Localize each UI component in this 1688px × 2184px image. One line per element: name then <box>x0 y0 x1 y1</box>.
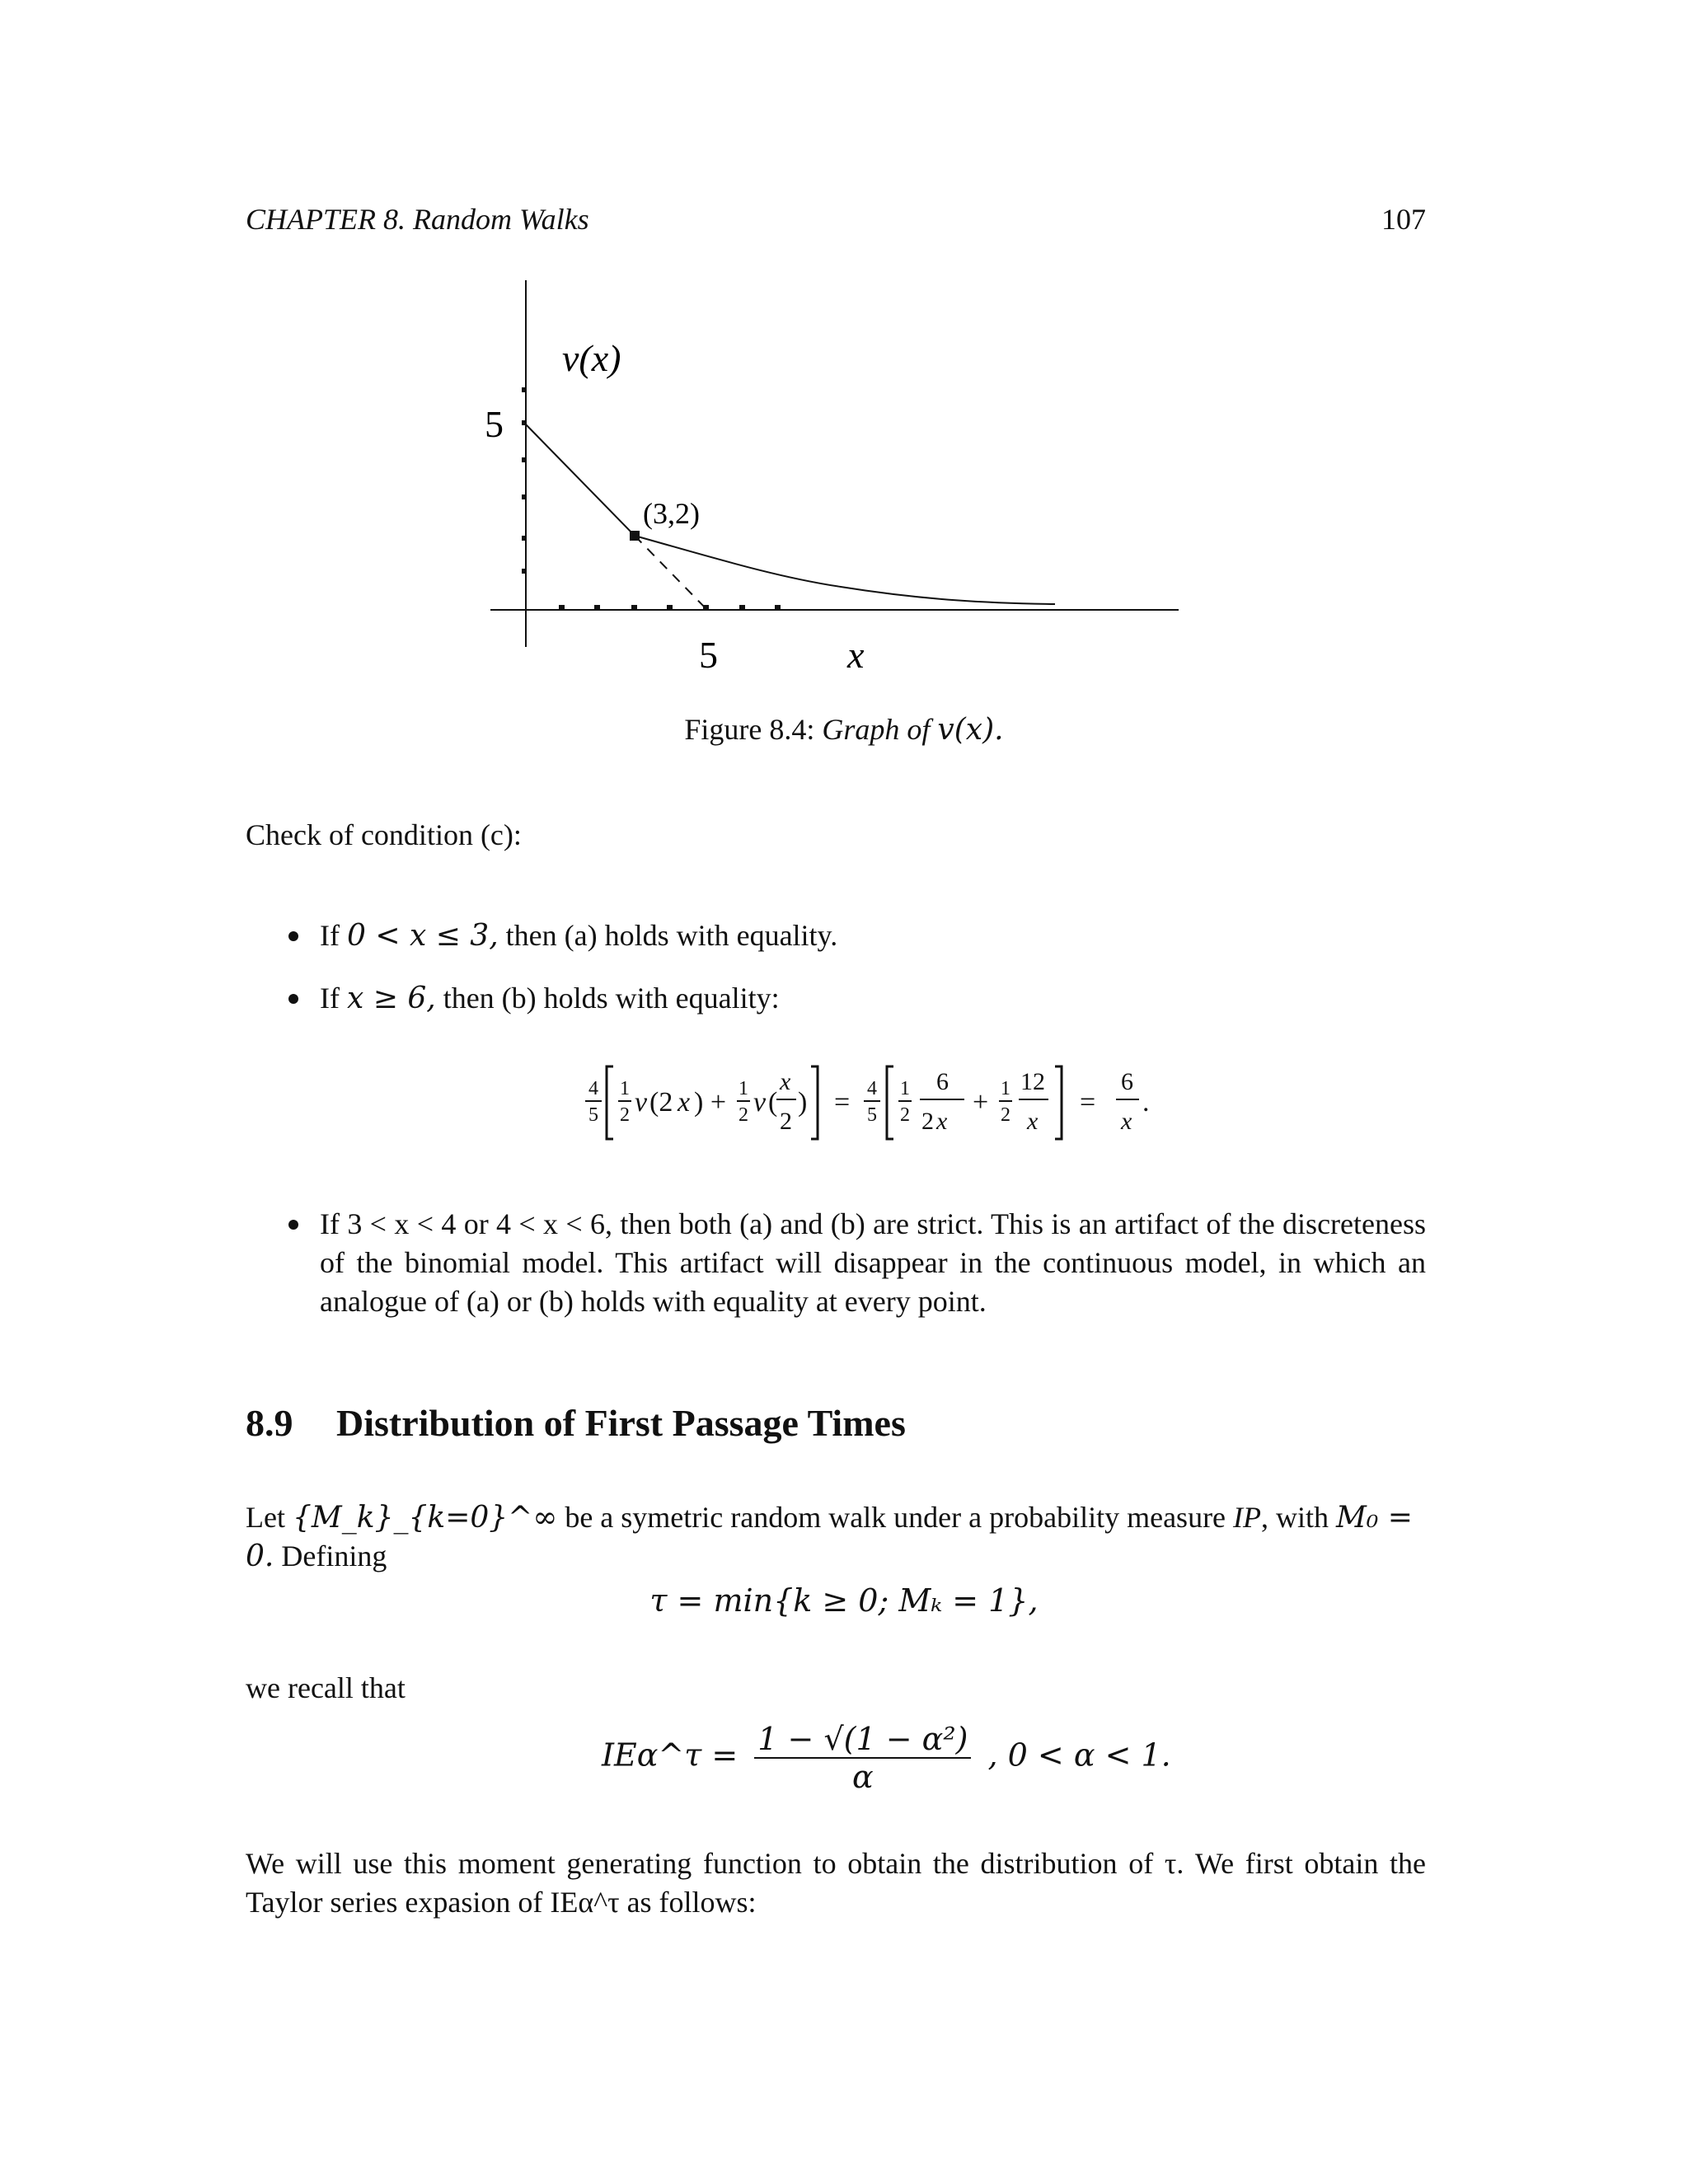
svg-text:12: 12 <box>1020 1068 1045 1095</box>
linear-segment <box>526 424 635 536</box>
section-heading <box>246 1401 906 1445</box>
bullet-dot <box>288 1220 298 1230</box>
check-line: Check of condition (c): <box>246 818 522 851</box>
mgf-numerator: 1 − √(1 − α²) <box>754 1721 971 1759</box>
xlabel: x <box>847 634 865 676</box>
svg-text:x: x <box>1027 1108 1039 1135</box>
running-header: CHAPTER 8. Random Walks <box>246 203 589 236</box>
svg-text:x: x <box>678 1087 691 1118</box>
svg-text:2: 2 <box>900 1104 910 1126</box>
caption-prefix: Figure 8.4: <box>684 713 815 746</box>
bullet-dot <box>288 994 298 1004</box>
intro-measure: IP <box>1233 1501 1262 1534</box>
bullet-2-math: x ≥ 6, <box>346 982 436 1015</box>
closing-paragraph: We will use this moment generating function to obtain the distribution of τ. We first obtain the Taylor series expasion of IEα^τ as follows: <box>246 1847 1426 1919</box>
svg-text:x: x <box>936 1108 948 1135</box>
bullet-dot <box>288 931 298 941</box>
svg-text:.: . <box>1142 1087 1150 1118</box>
recall-line: we recall that <box>246 1671 406 1704</box>
tau-definition: τ = min{k ≥ 0; Mₖ = 1}, <box>649 1582 1039 1619</box>
mgf-denominator: α <box>852 1759 874 1795</box>
section-title: Distribution of First Passage Times <box>336 1402 906 1444</box>
section-intro <box>246 1498 1426 1576</box>
section-number: 8.9 <box>246 1402 293 1444</box>
bullet-3: If 3 < x < 4 or 4 < x < 6, then both (a) and (b) are strict. This is an artifact of the discreteness of the binomial model. This artifact will disappear in the continuous model, in which an analogue of (a) or (b) holds with equality at every point. <box>320 1207 1426 1318</box>
intro-math2: M₀ = 0. <box>246 1501 1413 1573</box>
intro-pre: Let <box>246 1501 293 1534</box>
svg-text:(2: (2 <box>649 1087 673 1118</box>
dashed-extension <box>635 536 707 610</box>
mgf-fraction <box>754 1721 971 1795</box>
svg-text:2: 2 <box>738 1104 748 1126</box>
point-marker <box>630 531 640 541</box>
svg-text:2: 2 <box>780 1108 792 1135</box>
bullet-1-math: 0 < x ≤ 3, <box>346 919 499 953</box>
svg-text:2: 2 <box>620 1104 630 1126</box>
svg-text:4: 4 <box>588 1078 598 1099</box>
point-label: (3,2) <box>643 497 700 530</box>
svg-text:x: x <box>1121 1108 1132 1135</box>
svg-text:1: 1 <box>900 1078 910 1099</box>
figure-caption <box>0 710 1688 749</box>
equation-condition-b <box>577 1047 1203 1162</box>
svg-text:(: ( <box>768 1087 778 1118</box>
svg-text:+: + <box>973 1087 989 1118</box>
bullet-1-pre: If <box>320 919 347 952</box>
svg-text:2: 2 <box>1001 1104 1010 1126</box>
mgf-equation <box>602 1721 1171 1795</box>
bullet-2-post: then (b) holds with equality: <box>435 982 780 1015</box>
caption-italic: Graph of <box>822 713 931 746</box>
intro-mid2: , with <box>1261 1501 1337 1534</box>
bullet-2-pre: If <box>320 982 347 1015</box>
intro-math: {M_k}_{k=0}^∞ <box>292 1501 558 1535</box>
svg-text:1: 1 <box>620 1078 630 1099</box>
svg-text:) +: ) + <box>694 1087 726 1118</box>
bullet-2 <box>320 979 1426 1018</box>
svg-text:1: 1 <box>1001 1078 1010 1099</box>
svg-text:): ) <box>798 1087 808 1118</box>
svg-text:4: 4 <box>867 1078 877 1099</box>
svg-text:v: v <box>753 1087 767 1118</box>
page-number: 107 <box>1381 203 1426 236</box>
curve-segment <box>635 536 1055 604</box>
ylabel: v(x) <box>562 337 621 379</box>
x-tick-5: 5 <box>699 634 718 676</box>
bullet-1 <box>320 916 1426 955</box>
y-tick-5: 5 <box>485 403 504 445</box>
svg-text:=: = <box>834 1087 851 1118</box>
caption-math: v(x). <box>937 713 1004 747</box>
svg-text:6: 6 <box>936 1068 949 1095</box>
svg-text:2: 2 <box>921 1108 934 1135</box>
svg-text:v: v <box>635 1087 648 1118</box>
bullet-1-post: then (a) holds with equality. <box>498 919 838 952</box>
figure-graph-v <box>462 272 1203 701</box>
svg-text:1: 1 <box>738 1078 748 1099</box>
intro-mid: be a symetric random walk under a probability measure <box>557 1501 1234 1534</box>
svg-text:x: x <box>780 1068 791 1095</box>
mgf-range: , 0 < α < 1. <box>987 1736 1171 1774</box>
intro-post: Defining <box>274 1540 387 1572</box>
svg-text:5: 5 <box>588 1104 598 1126</box>
svg-text:6: 6 <box>1121 1068 1133 1095</box>
svg-text:5: 5 <box>867 1104 877 1126</box>
svg-text:=: = <box>1080 1087 1096 1118</box>
mgf-lhs: IEα^τ = <box>602 1736 738 1774</box>
